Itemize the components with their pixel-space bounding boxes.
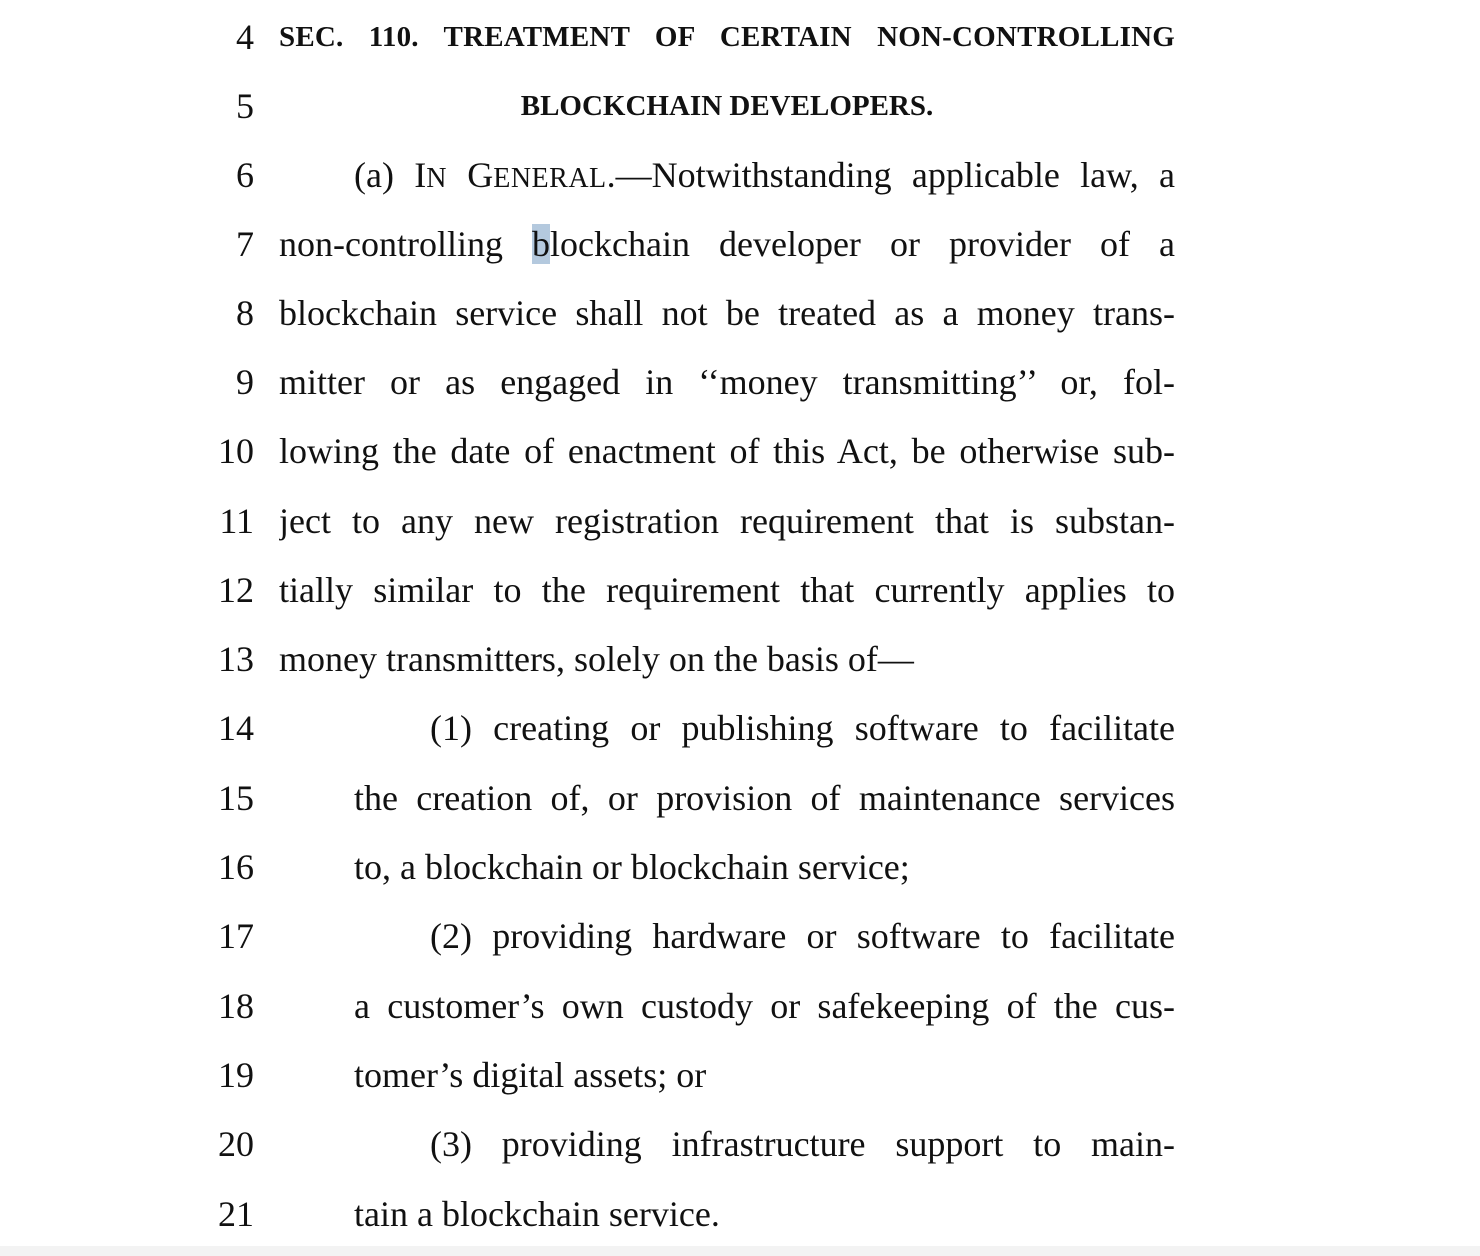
paragraph-1-text: the creation of, or provision of maintenance services	[354, 778, 1175, 818]
line-17	[0, 910, 1480, 962]
line-number: 6	[236, 155, 254, 195]
paragraph-2-text: tomer’s digital assets; or	[354, 1055, 707, 1095]
line-number: 18	[218, 986, 254, 1026]
line-number: 14	[218, 708, 254, 748]
line-11	[0, 495, 1480, 547]
line-13	[0, 633, 1480, 685]
body-text: money transmitters, solely on the basis of—	[279, 639, 914, 679]
line-5	[0, 80, 1480, 132]
line-number: 16	[218, 847, 254, 887]
section-heading-continued: BLOCKCHAIN DEVELOPERS.	[520, 90, 934, 122]
body-text: non-controlling blockchain developer or provider of a	[279, 224, 1175, 264]
paragraph-1-text: to, a blockchain or blockchain service;	[354, 847, 910, 887]
body-text: mitter or as engaged in ‘‘money transmitting’’ or, fol-	[279, 362, 1175, 402]
line-number: 13	[218, 639, 254, 679]
line-number: 11	[219, 501, 254, 541]
viewer-bottom-edge	[0, 1246, 1480, 1256]
line-6	[0, 149, 1480, 201]
line-8	[0, 287, 1480, 339]
paragraph-2-text: a customer’s own custody or safekeeping of the cus-	[354, 986, 1175, 1026]
line-number: 4	[236, 17, 254, 57]
line-7	[0, 218, 1480, 270]
body-text: tially similar to the requirement that currently applies to	[279, 570, 1175, 610]
line-9	[0, 356, 1480, 408]
line-number: 19	[218, 1055, 254, 1095]
line-number: 9	[236, 362, 254, 402]
line-number: 10	[218, 431, 254, 471]
line-4	[0, 11, 1480, 63]
line-12	[0, 564, 1480, 616]
paragraph-3-text: tain a blockchain service.	[354, 1194, 720, 1234]
subsection-label: (a)	[354, 155, 415, 195]
line-21	[0, 1188, 1480, 1240]
paragraph-2-text: (2) providing hardware or software to facilitate	[430, 916, 1175, 956]
line-number: 21	[218, 1194, 254, 1234]
text-selection-highlight[interactable]: b	[532, 224, 551, 264]
body-text: blockchain service shall not be treated as a money trans-	[279, 293, 1175, 333]
body-text: ject to any new registration requirement that is substan-	[279, 501, 1175, 541]
body-text: lowing the date of enactment of this Act, be otherwise sub-	[279, 431, 1175, 471]
line-10	[0, 425, 1480, 477]
line-number: 8	[236, 293, 254, 333]
line-number: 15	[218, 778, 254, 818]
line-number: 7	[236, 224, 254, 264]
line-15	[0, 772, 1480, 824]
paragraph-1-text: (1) creating or publishing software to facilitate	[430, 708, 1175, 748]
line-18	[0, 980, 1480, 1032]
paragraph-3-text: (3) providing infrastructure support to main-	[430, 1124, 1175, 1164]
line-number: 17	[218, 916, 254, 956]
line-number: 5	[236, 86, 254, 126]
subsection-a-text: (a) IN GENERAL.—Notwithstanding applicable law, a	[354, 155, 1175, 195]
line-16	[0, 841, 1480, 893]
line-number: 20	[218, 1124, 254, 1164]
line-20	[0, 1118, 1480, 1170]
line-19	[0, 1049, 1480, 1101]
line-number: 12	[218, 570, 254, 610]
line-14	[0, 702, 1480, 754]
section-heading: SEC. 110. TREATMENT OF CERTAIN NON-CONTROLLING	[279, 21, 1175, 53]
